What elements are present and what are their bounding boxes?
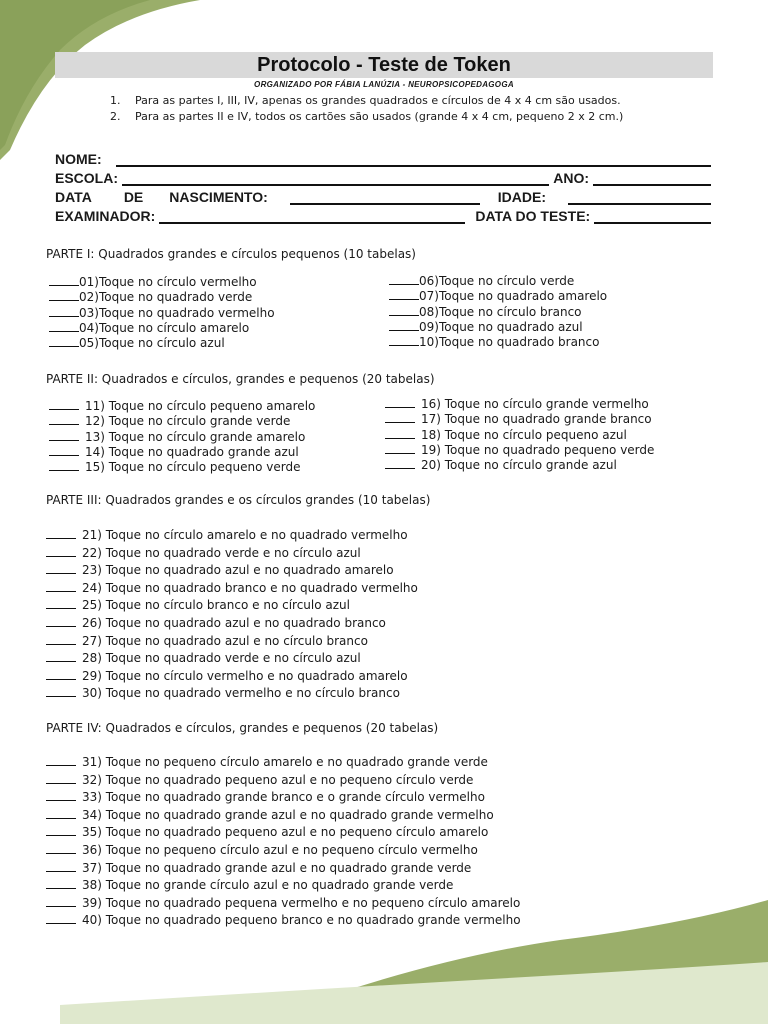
list-item: 23) Toque no quadrado azul e no quadrado amarelo xyxy=(46,562,418,580)
part-1-title: PARTE I: Quadrados grandes e círculos pequenos (10 tabelas) xyxy=(46,247,416,261)
list-item: 21) Toque no círculo amarelo e no quadrado vermelho xyxy=(46,527,418,545)
answer-blank[interactable] xyxy=(46,842,76,854)
list-item: 28) Toque no quadrado verde e no círculo azul xyxy=(46,650,418,668)
list-item: 22) Toque no quadrado verde e no círculo azul xyxy=(46,545,418,563)
answer-blank[interactable] xyxy=(49,289,79,301)
list-item: 06)Toque no círculo verde xyxy=(389,273,607,288)
nome-row xyxy=(55,148,715,167)
list-item: 10)Toque no quadrado branco xyxy=(389,334,607,349)
answer-blank[interactable] xyxy=(46,685,76,697)
list-item: 03)Toque no quadrado vermelho xyxy=(49,305,275,320)
list-item: 29) Toque no círculo vermelho e no quadrado amarelo xyxy=(46,668,418,686)
answer-blank[interactable] xyxy=(389,319,419,331)
list-item: 04)Toque no círculo amarelo xyxy=(49,320,275,335)
answer-blank[interactable] xyxy=(49,398,79,410)
answer-blank[interactable] xyxy=(389,288,419,300)
answer-blank[interactable] xyxy=(46,860,76,872)
nome-label: NOME: xyxy=(55,151,102,167)
answer-blank[interactable] xyxy=(46,877,76,889)
nome-field[interactable] xyxy=(116,152,711,167)
escola-label: ESCOLA: xyxy=(55,170,118,186)
part-3-title: PARTE III: Quadrados grandes e os círculos grandes (10 tabelas) xyxy=(46,493,431,507)
answer-blank[interactable] xyxy=(46,650,76,662)
list-item: 05)Toque no círculo azul xyxy=(49,335,275,350)
ano-field[interactable] xyxy=(593,171,711,186)
answer-blank[interactable] xyxy=(49,444,79,456)
answer-blank[interactable] xyxy=(46,912,76,924)
de-label: DE xyxy=(123,189,144,205)
list-item: 27) Toque no quadrado azul e no círculo branco xyxy=(46,633,418,651)
list-item: 38) Toque no grande círculo azul e no quadrado grande verde xyxy=(46,877,521,895)
list-item: 01)Toque no círculo vermelho xyxy=(49,274,275,289)
list-item: 11) Toque no círculo pequeno amarelo xyxy=(49,398,315,413)
list-item: 13) Toque no círculo grande amarelo xyxy=(49,429,315,444)
escola-row xyxy=(55,167,715,186)
answer-blank[interactable] xyxy=(46,597,76,609)
answer-blank[interactable] xyxy=(385,457,415,469)
title-bar xyxy=(55,52,713,78)
answer-blank[interactable] xyxy=(46,562,76,574)
list-item: 08)Toque no círculo branco xyxy=(389,304,607,319)
list-item: 14) Toque no quadrado grande azul xyxy=(49,444,315,459)
answer-blank[interactable] xyxy=(385,427,415,439)
list-item: 25) Toque no círculo branco e no círculo azul xyxy=(46,597,418,615)
answer-blank[interactable] xyxy=(389,334,419,346)
part-2-left-column xyxy=(49,398,315,474)
answer-blank[interactable] xyxy=(49,305,79,317)
list-item: 24) Toque no quadrado branco e no quadrado vermelho xyxy=(46,580,418,598)
nascimento-field[interactable] xyxy=(290,190,480,205)
part-4-list xyxy=(46,754,521,930)
answer-blank[interactable] xyxy=(46,633,76,645)
list-item: 20) Toque no círculo grande azul xyxy=(385,457,654,472)
list-item: 26) Toque no quadrado azul e no quadrado branco xyxy=(46,615,418,633)
answer-blank[interactable] xyxy=(46,807,76,819)
list-item: 35) Toque no quadrado pequeno azul e no pequeno círculo amarelo xyxy=(46,824,521,842)
answer-blank[interactable] xyxy=(49,413,79,425)
escola-field[interactable] xyxy=(122,171,549,186)
answer-blank[interactable] xyxy=(49,335,79,347)
answer-blank[interactable] xyxy=(46,545,76,557)
page-title: Protocolo - Teste de Token xyxy=(257,54,511,76)
list-item: 34) Toque no quadrado grande azul e no quadrado grande vermelho xyxy=(46,807,521,825)
subtitle: ORGANIZADO POR FÁBIA LANÚZIA - NEUROPSICOPEDAGOGA xyxy=(254,80,514,89)
list-item: 32) Toque no quadrado pequeno azul e no pequeno círculo verde xyxy=(46,772,521,790)
list-item: 18) Toque no círculo pequeno azul xyxy=(385,427,654,442)
answer-blank[interactable] xyxy=(389,273,419,285)
data-teste-label: DATA DO TESTE: xyxy=(475,208,591,224)
list-item: 30) Toque no quadrado vermelho e no círculo branco xyxy=(46,685,418,703)
answer-blank[interactable] xyxy=(46,789,76,801)
nascimento-label: NASCIMENTO: xyxy=(169,189,268,205)
list-item: 09)Toque no quadrado azul xyxy=(389,319,607,334)
answer-blank[interactable] xyxy=(385,411,415,423)
examinador-field[interactable] xyxy=(159,209,465,224)
answer-blank[interactable] xyxy=(46,824,76,836)
examinador-row xyxy=(55,205,715,224)
answer-blank[interactable] xyxy=(46,895,76,907)
answer-blank[interactable] xyxy=(46,615,76,627)
idade-field[interactable] xyxy=(568,190,711,205)
answer-blank[interactable] xyxy=(49,320,79,332)
part-2-right-column xyxy=(385,396,654,472)
answer-blank[interactable] xyxy=(49,274,79,286)
list-item: 40) Toque no quadrado pequeno branco e no quadrado grande vermelho xyxy=(46,912,521,930)
ano-label: ANO: xyxy=(553,170,589,186)
answer-blank[interactable] xyxy=(46,580,76,592)
list-item: 31) Toque no pequeno círculo amarelo e no quadrado grande verde xyxy=(46,754,521,772)
part-2-title: PARTE II: Quadrados e círculos, grandes e pequenos (20 tabelas) xyxy=(46,372,435,386)
list-item: 17) Toque no quadrado grande branco xyxy=(385,411,654,426)
part-3-list xyxy=(46,527,418,703)
idade-label: IDADE: xyxy=(497,189,547,205)
list-item: 37) Toque no quadrado grande azul e no quadrado grande verde xyxy=(46,860,521,878)
instruction-item: 2. Para as partes II e IV, todos os cartões são usados (grande 4 x 4 cm, pequeno 2 x 2 cm.) xyxy=(110,110,624,123)
list-item: 36) Toque no pequeno círculo azul e no pequeno círculo vermelho xyxy=(46,842,521,860)
answer-blank[interactable] xyxy=(389,304,419,316)
list-item: 02)Toque no quadrado verde xyxy=(49,289,275,304)
answer-blank[interactable] xyxy=(385,396,415,408)
list-item: 33) Toque no quadrado grande branco e o grande círculo vermelho xyxy=(46,789,521,807)
answer-blank[interactable] xyxy=(46,754,76,766)
list-item: 15) Toque no círculo pequeno verde xyxy=(49,459,315,474)
part-1-right-column xyxy=(389,273,607,349)
instruction-item: 1. Para as partes I, III, IV, apenas os grandes quadrados e círculos de 4 x 4 cm são usados. xyxy=(110,94,621,107)
list-item: 19) Toque no quadrado pequeno verde xyxy=(385,442,654,457)
answer-blank[interactable] xyxy=(46,772,76,784)
part-1-left-column xyxy=(49,274,275,350)
answer-blank[interactable] xyxy=(49,429,79,441)
list-item: 39) Toque no quadrado pequena vermelho e no pequeno círculo amarelo xyxy=(46,895,521,913)
list-item: 12) Toque no círculo grande verde xyxy=(49,413,315,428)
list-item: 16) Toque no círculo grande vermelho xyxy=(385,396,654,411)
data-teste-field[interactable] xyxy=(594,209,711,224)
examinador-label: EXAMINADOR: xyxy=(55,208,156,224)
list-item: 07)Toque no quadrado amarelo xyxy=(389,288,607,303)
part-4-title: PARTE IV: Quadrados e círculos, grandes e pequenos (20 tabelas) xyxy=(46,721,439,735)
nascimento-row xyxy=(55,186,715,205)
answer-blank[interactable] xyxy=(49,459,79,471)
answer-blank[interactable] xyxy=(385,442,415,454)
student-info-form xyxy=(55,148,715,224)
instructions-list xyxy=(110,93,623,125)
answer-blank[interactable] xyxy=(46,527,76,539)
data-label: DATA xyxy=(55,189,92,205)
answer-blank[interactable] xyxy=(46,668,76,680)
